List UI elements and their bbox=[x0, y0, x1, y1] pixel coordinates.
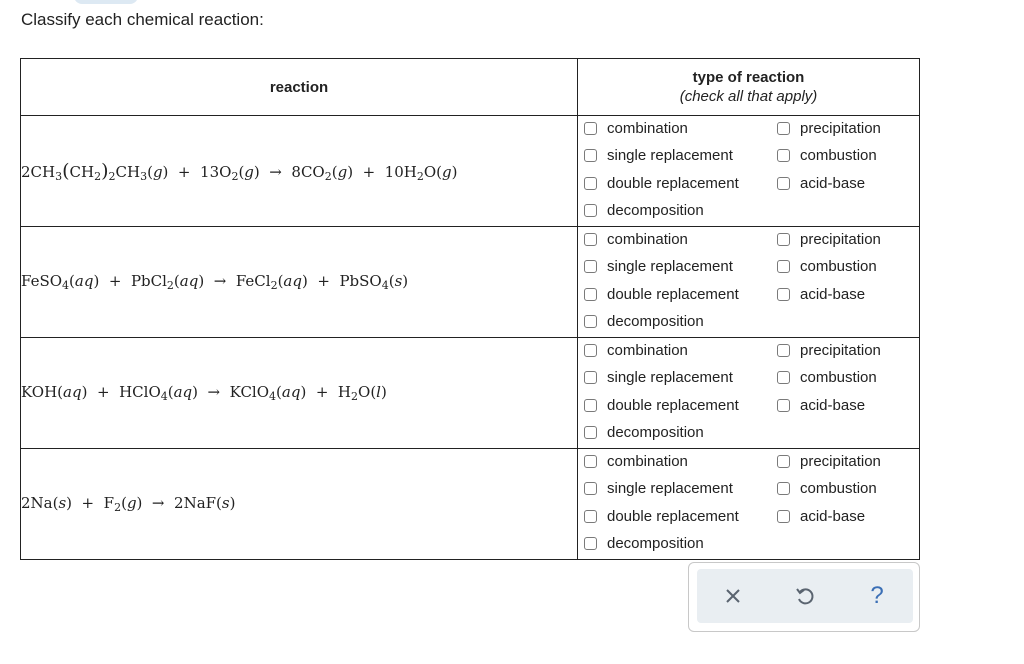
option-combustion[interactable]: combustion bbox=[777, 480, 877, 497]
option-double-replacement[interactable]: double replacement bbox=[584, 397, 739, 414]
undo-icon bbox=[794, 585, 816, 607]
header-type bbox=[578, 59, 920, 116]
option-acid-base[interactable]: acid-base bbox=[777, 508, 865, 525]
option-combustion[interactable]: combustion bbox=[777, 369, 877, 386]
option-decomposition[interactable]: decomposition bbox=[584, 202, 704, 219]
checkbox[interactable] bbox=[584, 455, 597, 468]
reaction-equation-4: $2Na(s) + F_2(g) \to 2NaF(s)$ bbox=[21, 449, 578, 560]
question-text: Classify each chemical reaction: bbox=[21, 10, 264, 29]
option-acid-base[interactable]: acid-base bbox=[777, 175, 865, 192]
option-acid-base[interactable]: acid-base bbox=[777, 286, 865, 303]
reaction-equation-1: $2CH_3(CH_2)_2CH_3(g) + 13O_2(g) \to 8CO_2(g) + 10H_2O(g)$ bbox=[21, 116, 578, 227]
checkbox[interactable] bbox=[777, 482, 790, 495]
reaction-options-4 bbox=[578, 449, 920, 560]
option-double-replacement[interactable]: double replacement bbox=[584, 175, 739, 192]
checkbox[interactable] bbox=[777, 344, 790, 357]
checkbox[interactable] bbox=[584, 177, 597, 190]
checkbox[interactable] bbox=[777, 288, 790, 301]
checkbox[interactable] bbox=[584, 260, 597, 273]
option-decomposition[interactable]: decomposition bbox=[584, 424, 704, 441]
option-combination[interactable]: combination bbox=[584, 231, 688, 248]
checkbox[interactable] bbox=[777, 510, 790, 523]
header-type-title: type of reaction bbox=[692, 69, 805, 86]
option-single-replacement[interactable]: single replacement bbox=[584, 147, 733, 164]
reaction-options-1 bbox=[578, 116, 920, 227]
option-acid-base[interactable]: acid-base bbox=[777, 397, 865, 414]
table-row bbox=[21, 116, 920, 227]
checkbox[interactable] bbox=[584, 344, 597, 357]
close-icon bbox=[724, 587, 742, 605]
option-double-replacement[interactable]: double replacement bbox=[584, 508, 739, 525]
option-decomposition[interactable]: decomposition bbox=[584, 535, 704, 552]
checkbox[interactable] bbox=[584, 149, 597, 162]
checkbox[interactable] bbox=[584, 399, 597, 412]
checkbox[interactable] bbox=[777, 233, 790, 246]
header-type-sub: (check all that apply) bbox=[679, 88, 818, 105]
checkbox[interactable] bbox=[777, 399, 790, 412]
checkbox[interactable] bbox=[584, 537, 597, 550]
checkbox[interactable] bbox=[777, 371, 790, 384]
checkbox[interactable] bbox=[777, 455, 790, 468]
reaction-options-3 bbox=[578, 338, 920, 449]
reaction-table bbox=[20, 58, 920, 560]
checkbox[interactable] bbox=[584, 233, 597, 246]
option-combustion[interactable]: combustion bbox=[777, 147, 877, 164]
table-row bbox=[21, 338, 920, 449]
checkbox[interactable] bbox=[584, 482, 597, 495]
checkbox[interactable] bbox=[584, 426, 597, 439]
checkbox[interactable] bbox=[584, 510, 597, 523]
option-single-replacement[interactable]: single replacement bbox=[584, 369, 733, 386]
option-combination[interactable]: combination bbox=[584, 120, 688, 137]
help-icon: ? bbox=[870, 582, 884, 609]
table-row bbox=[21, 227, 920, 338]
undo-button[interactable] bbox=[785, 576, 825, 616]
header-reaction: reaction bbox=[21, 59, 578, 116]
checkbox[interactable] bbox=[584, 288, 597, 301]
option-precipitation[interactable]: precipitation bbox=[777, 120, 881, 137]
option-single-replacement[interactable]: single replacement bbox=[584, 258, 733, 275]
answer-toolbar bbox=[688, 562, 920, 632]
option-combustion[interactable]: combustion bbox=[777, 258, 877, 275]
checkbox[interactable] bbox=[777, 177, 790, 190]
option-single-replacement[interactable]: single replacement bbox=[584, 480, 733, 497]
reaction-equation-3: KOH(aq) + HClO$_4$(aq) → KClO$_4$(aq) + $H_2O(l)$ bbox=[21, 338, 578, 449]
help-button[interactable] bbox=[857, 576, 897, 616]
option-combination[interactable]: combination bbox=[584, 453, 688, 470]
table-row bbox=[21, 449, 920, 560]
option-precipitation[interactable]: precipitation bbox=[777, 342, 881, 359]
option-combination[interactable]: combination bbox=[584, 342, 688, 359]
option-double-replacement[interactable]: double replacement bbox=[584, 286, 739, 303]
option-precipitation[interactable]: precipitation bbox=[777, 231, 881, 248]
reaction-equation-2: FeSO$_4$(aq) + PbCl$_2$(aq) → FeCl$_2$(aq) + PbSO$_4$(s) bbox=[21, 227, 578, 338]
reaction-options-2 bbox=[578, 227, 920, 338]
checkbox[interactable] bbox=[777, 149, 790, 162]
checkbox[interactable] bbox=[777, 122, 790, 135]
option-decomposition[interactable]: decomposition bbox=[584, 313, 704, 330]
checkbox[interactable] bbox=[584, 371, 597, 384]
close-button[interactable] bbox=[713, 576, 753, 616]
checkbox[interactable] bbox=[777, 260, 790, 273]
option-precipitation[interactable]: precipitation bbox=[777, 453, 881, 470]
toolbar-buttons bbox=[697, 569, 913, 623]
top-tab bbox=[74, 0, 138, 4]
checkbox[interactable] bbox=[584, 204, 597, 217]
checkbox[interactable] bbox=[584, 122, 597, 135]
checkbox[interactable] bbox=[584, 315, 597, 328]
